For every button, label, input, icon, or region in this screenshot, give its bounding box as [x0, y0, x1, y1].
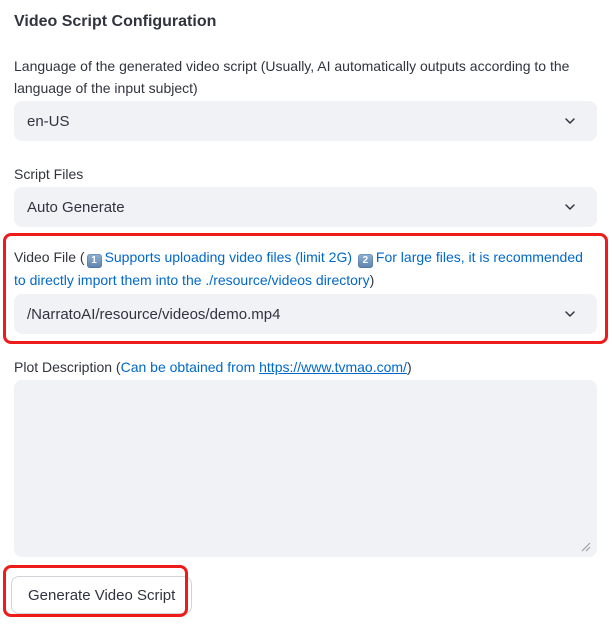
plot-description-textarea[interactable]	[14, 380, 597, 557]
keycap-1-icon: 1	[87, 254, 102, 268]
plot-description-label-suffix: )	[406, 359, 412, 375]
chevron-down-icon	[562, 199, 578, 215]
video-file-note-2: For large files, it is recommended to directly import them into the ./resource/videos directory	[14, 249, 583, 288]
resize-handle-icon[interactable]	[581, 542, 591, 552]
language-label: Language of the generated video script (Usually, AI automatically outputs according to the language of the input subject)	[14, 58, 570, 96]
language-select-value: en-US	[27, 112, 70, 130]
script-files-select-value: Auto Generate	[27, 198, 125, 216]
chevron-down-icon	[562, 113, 578, 129]
video-file-label-prefix: Video File (	[14, 249, 85, 265]
chevron-down-icon	[562, 306, 578, 322]
plot-description-field	[14, 380, 597, 557]
generate-video-script-button[interactable]: Generate Video Script	[11, 576, 192, 614]
keycap-2-icon: 2	[358, 254, 373, 268]
plot-description-label-prefix: Plot Description (	[14, 359, 121, 375]
language-select[interactable]	[14, 101, 597, 141]
page-title: Video Script Configuration	[14, 13, 217, 30]
script-files-label: Script Files	[14, 166, 84, 182]
video-file-select[interactable]	[14, 294, 597, 334]
tvmao-link[interactable]: https://www.tvmao.com/	[259, 359, 407, 375]
plot-description-label	[14, 356, 597, 378]
script-files-select[interactable]	[14, 187, 597, 227]
video-file-label-suffix: )	[369, 272, 375, 288]
video-file-label	[14, 246, 597, 292]
plot-description-note: Can be obtained from	[120, 359, 260, 375]
video-file-select-value: /NarratoAI/resource/videos/demo.mp4	[27, 305, 281, 323]
video-file-note-1: Supports uploading video files (limit 2G)	[104, 249, 353, 265]
